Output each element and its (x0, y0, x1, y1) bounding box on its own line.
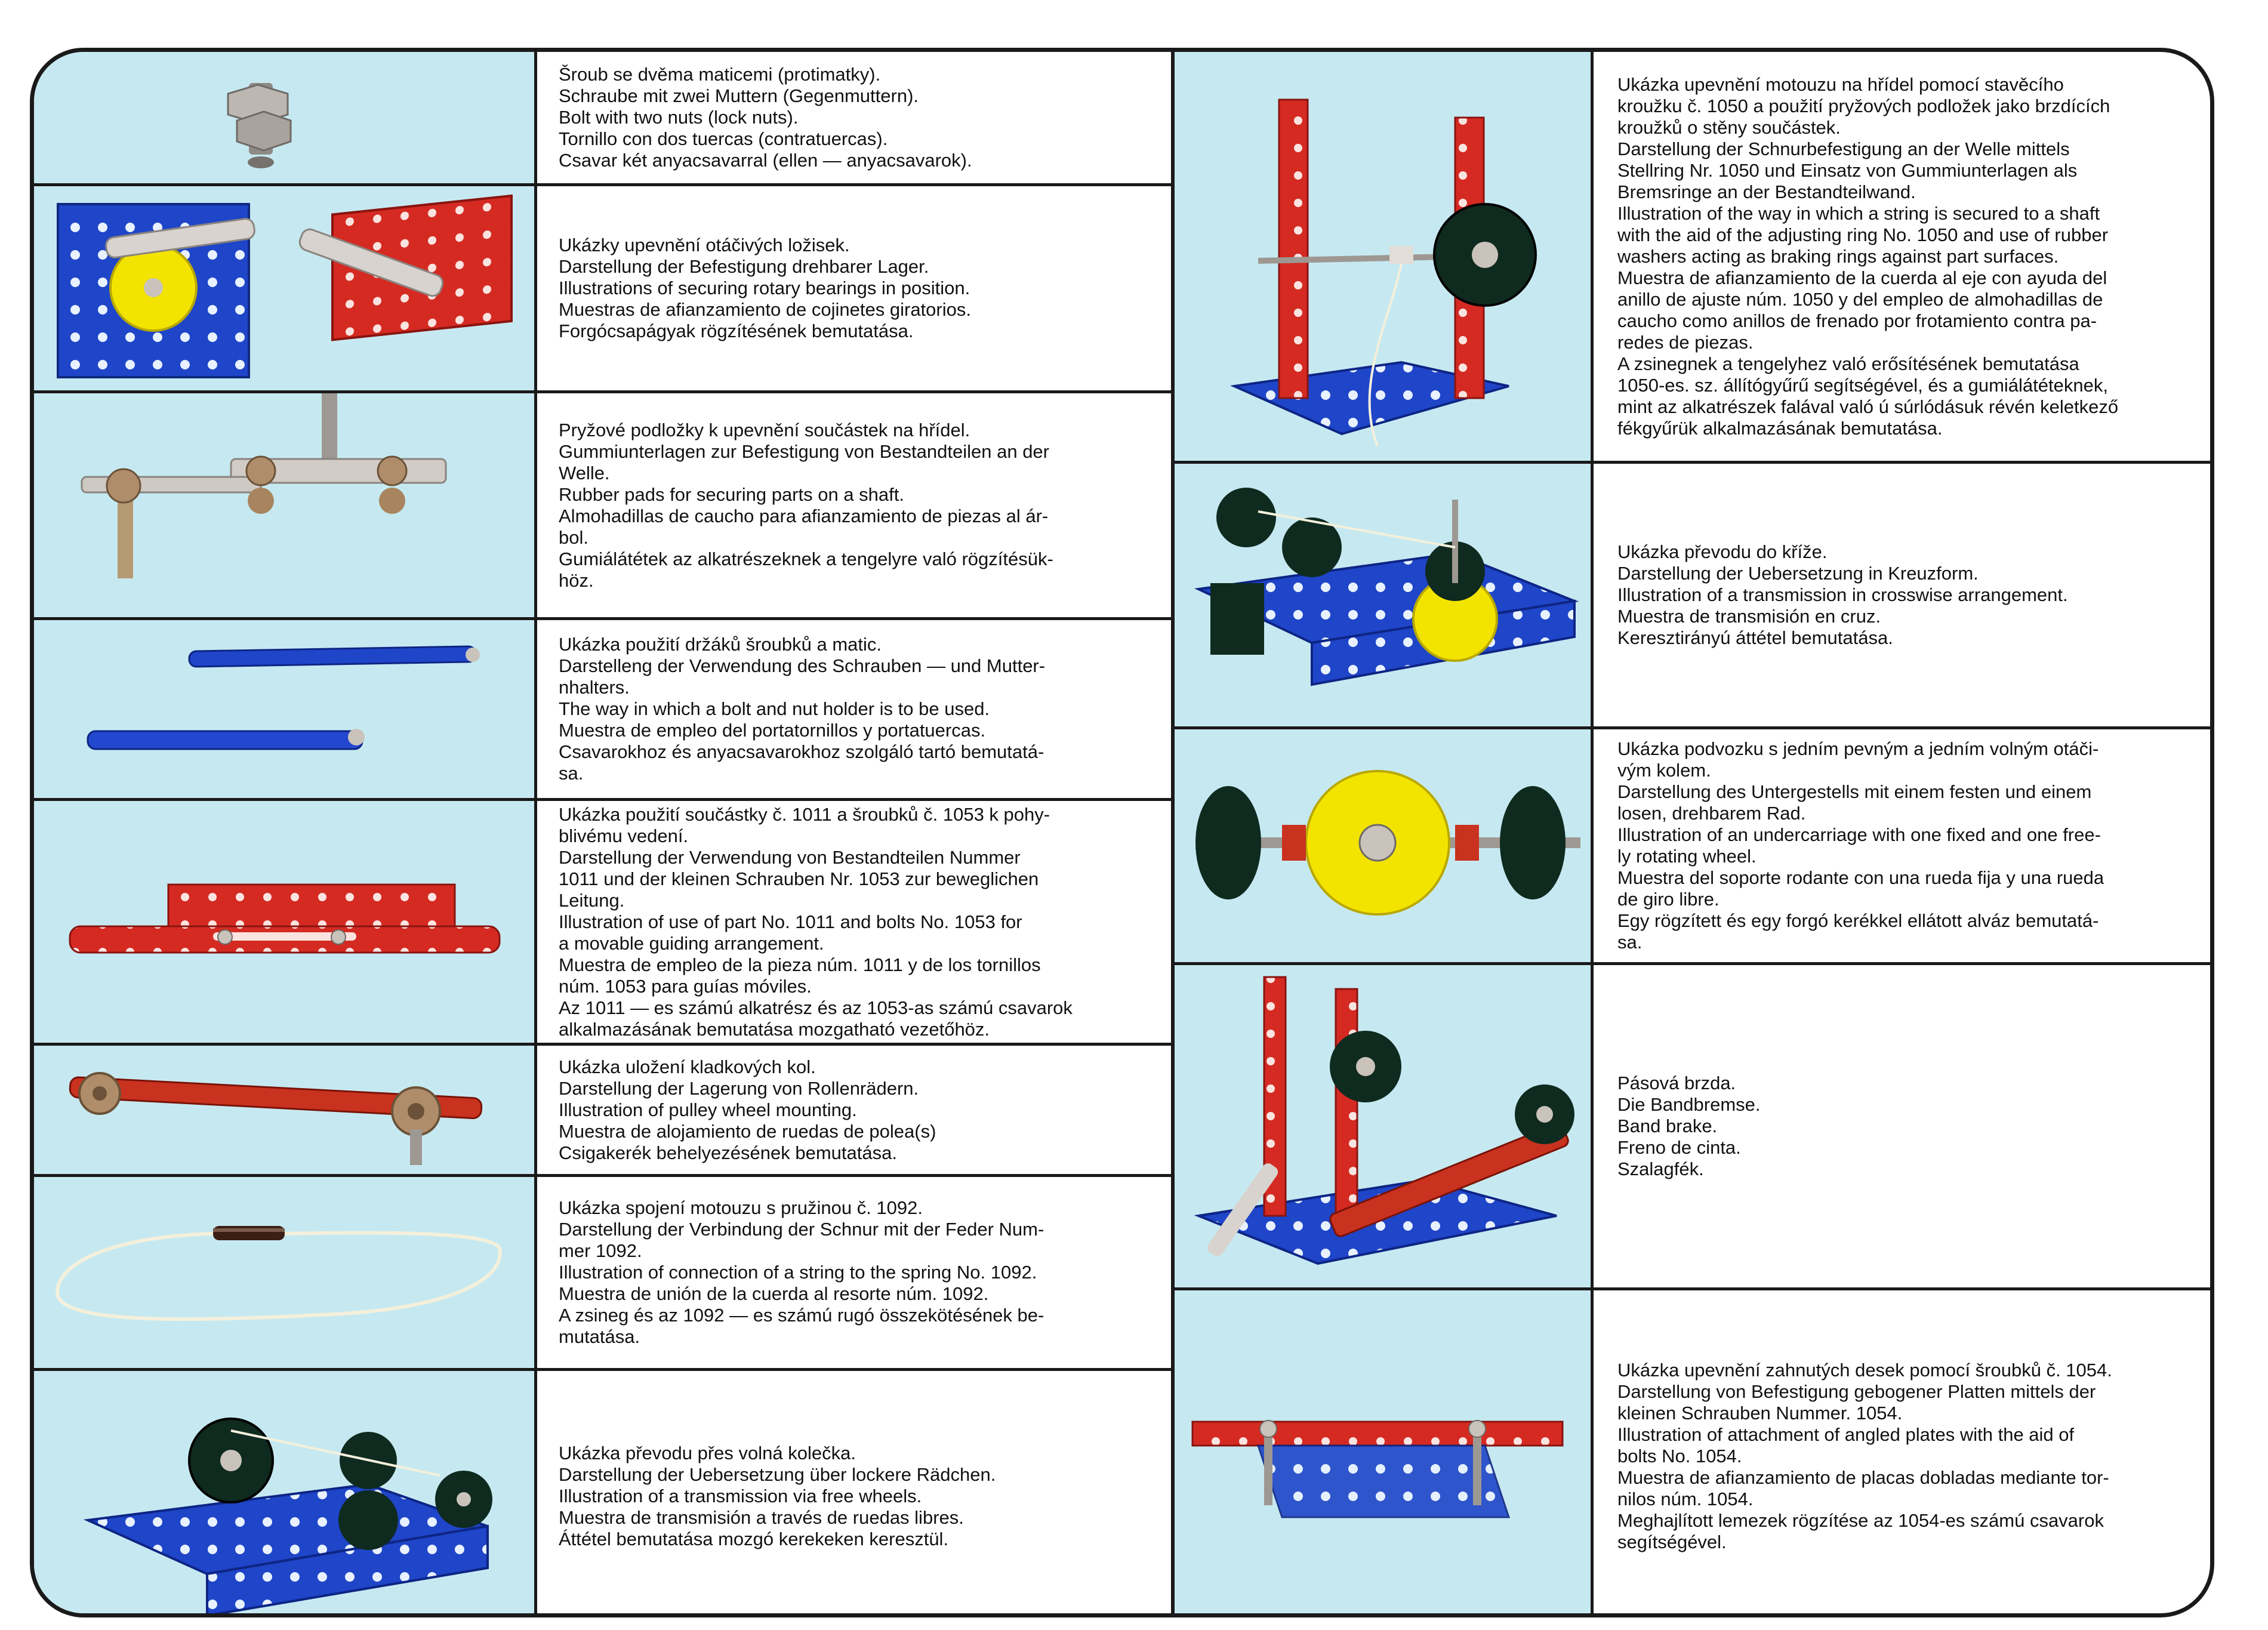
caption-line: Pryžové podložky k upevnění součástek na hřídel. (559, 419, 970, 440)
caption-line: Darstellung von Befestigung gebogener Platten mittels der (1617, 1381, 2096, 1402)
caption-line: Szalagfék. (1617, 1158, 1704, 1179)
right-column (1171, 52, 2214, 1613)
caption-line: Darstellung der Uebersetzung in Kreuzform. (1617, 563, 1979, 584)
right-row-5 (1175, 1290, 2214, 1617)
left-row-7-text (537, 1177, 1171, 1368)
left-row-8-text (537, 1371, 1171, 1617)
caption-line: Schraube mit zwei Muttern (Gegenmuttern). (559, 85, 919, 106)
left-row-3 (34, 393, 1171, 620)
caption-line: Ukázky upevnění otáčivých ložisek. (559, 235, 850, 255)
right-row-2-text (1594, 464, 2214, 726)
caption-line: Gumiálátétek az alkatrészeknek a tengelyre való rögzítésük- (559, 548, 1053, 569)
caption-line: Darstellung der Verbindung der Schnur mit der Feder Num- (559, 1219, 1044, 1240)
right-row-1-text (1594, 52, 2214, 461)
caption-line: Ukázka uložení kladkových kol. (559, 1056, 816, 1077)
caption-line: bol. (559, 526, 588, 548)
right-row-3 (1175, 729, 2214, 965)
caption-line: Bremsringe an der Bestandteilwand. (1617, 181, 1916, 202)
caption-line: Ukázka použití držáků šroubků a matic. (559, 634, 882, 655)
caption-line: Darstellung der Schnurbefestigung an der Welle mittels (1617, 138, 2070, 159)
caption-line: 1011 und der kleinen Schrauben Nr. 1053 zur beweglichen (559, 868, 1039, 889)
left-row-1 (34, 52, 1171, 186)
caption-line: Ukázka upevnění motouzu na hřídel pomocí stavěcího (1617, 73, 2064, 95)
pulley-wheel-mounting-icon (34, 1046, 537, 1174)
rotary-bearing-plates-icon (34, 186, 537, 390)
caption-line: Muestra de empleo de la pieza núm. 1011 y de los tornillos (559, 954, 1041, 975)
caption-line: Darstellung der Befestigung drehbarer Lager. (559, 256, 929, 277)
caption-line: Muestra de afianzamiento de la cuerda al eje con ayuda del (1617, 267, 2107, 288)
caption-line: Bolt with two nuts (lock nuts). (559, 107, 799, 128)
caption-line: Csigakerék behelyezésének bemutatása. (559, 1142, 897, 1163)
caption-line: de giro libre. (1617, 889, 1720, 910)
right-row-1 (1175, 52, 2214, 464)
caption-line: Muestra de empleo del portatornillos y portatuercas. (559, 720, 986, 741)
caption-line: redes de piezas. (1617, 331, 1754, 353)
caption-line: A zsinegnek a tengelyhez való erősítésének bemutatása (1617, 353, 2079, 374)
caption-line: mutatása. (559, 1326, 640, 1347)
caption-line: Csavarokhoz és anyacsavarokhoz szolgáló tartó bemutatá- (559, 741, 1044, 762)
left-row-1-text (537, 52, 1171, 183)
left-row-5-text (537, 801, 1171, 1043)
caption-line: núm. 1053 para guías móviles. (559, 975, 812, 997)
left-row-6-text (537, 1046, 1171, 1174)
caption-line: Freno de cinta. (1617, 1137, 1741, 1158)
caption-line: segítségével. (1617, 1531, 1727, 1552)
caption-line: Muestra de transmisión en cruz. (1617, 606, 1881, 627)
caption-line: mer 1092. (559, 1240, 642, 1261)
band-brake-icon (1175, 965, 1594, 1287)
caption-line: Ukázka spojení motouzu s pružinou č. 1092. (559, 1197, 923, 1218)
caption-line: caucho como anillos de frenado por frotamiento contra pa- (1617, 310, 2097, 331)
caption (559, 420, 1146, 591)
caption (559, 1197, 1146, 1348)
left-row-4 (34, 620, 1171, 801)
caption-line: Keresztirányú áttétel bemutatása. (1617, 627, 1893, 648)
caption-line: Illustration of the way in which a string is secured to a shaft (1617, 202, 2100, 224)
caption (559, 634, 1146, 784)
caption-line: höz. (559, 569, 594, 591)
caption (559, 804, 1146, 1040)
caption-line: Illustration of connection of a string to the spring No. 1092. (559, 1262, 1037, 1283)
caption-line: Darstelleng der Verwendung des Schrauben — und Mutter- (559, 655, 1046, 676)
caption-line: Almohadillas de caucho para afianzamiento de piezas al ár- (559, 505, 1049, 526)
string-with-spring-icon (34, 1177, 537, 1368)
caption-line: Šroub se dvěma maticemi (protimatky). (559, 64, 881, 85)
caption-line: Leitung. (559, 889, 625, 911)
left-row-4-text (537, 620, 1171, 798)
caption-line: sa. (559, 763, 584, 784)
caption (559, 64, 1146, 171)
movable-guide-strip-icon (34, 801, 537, 1043)
bolt-with-two-nuts-icon (34, 52, 537, 183)
caption (1617, 541, 2192, 649)
caption-line: kleinen Schrauben Nummer. 1054. (1617, 1402, 1903, 1423)
angled-plates-bolts-icon (1175, 1290, 1594, 1617)
right-row-4 (1175, 965, 2214, 1290)
caption-line: The way in which a bolt and nut holder is to be used. (559, 698, 990, 719)
caption-line: washers acting as braking rings against part surfaces. (1617, 245, 2059, 267)
caption-line: Meghajlított lemezek rögzítése az 1054-es számú csavarok (1617, 1509, 2104, 1531)
caption-line: nhalters. (559, 677, 630, 698)
caption-line: Illustration of a transmission via free wheels. (559, 1486, 922, 1506)
caption (1617, 1073, 2192, 1180)
caption-line: anillo de ajuste núm. 1050 y del empleo de almohadillas de (1617, 288, 2103, 310)
caption-line: A zsineg és az 1092 — es számú rugó összekötésének be- (559, 1305, 1044, 1326)
caption-line: alkalmazásának bemutatása mozgatható vezetőhöz. (559, 1018, 990, 1040)
right-row-2 (1175, 464, 2214, 729)
free-wheels-transmission-icon (34, 1371, 537, 1617)
caption-line: Illustration of use of part No. 1011 and bolts No. 1053 for (559, 911, 1022, 932)
caption (559, 235, 1146, 342)
left-row-2 (34, 186, 1171, 393)
caption-line: kroužku č. 1050 a použití pryžových podložek jako brzdících (1617, 95, 2110, 116)
caption-line: Muestra de transmisión a través de ruedas libres. (559, 1507, 964, 1528)
left-row-3-text (537, 393, 1171, 617)
caption-line: kroužků o stěny součástek. (1617, 116, 1841, 138)
caption-line: mint az alkatrészek falával való ú súrlódásuk révén keletkező (1617, 396, 2119, 417)
caption-line: Ukázka převodu do kříže. (1617, 541, 1828, 562)
caption-line: Ukázka podvozku s jedním pevným a jedním volným otáči- (1617, 738, 2099, 759)
left-row-5 (34, 801, 1171, 1046)
instruction-sheet (30, 48, 2214, 1617)
left-column (34, 52, 1171, 1613)
left-row-7 (34, 1177, 1171, 1371)
caption-line: Illustration of a transmission in crosswise arrangement. (1617, 584, 2068, 605)
caption-line: Welle. (559, 462, 610, 483)
right-row-5-text (1594, 1290, 2214, 1617)
caption-line: Die Bandbremse. (1617, 1094, 1761, 1115)
caption (1617, 1360, 2192, 1553)
caption-line: Tornillo con dos tuercas (contratuercas). (559, 128, 888, 149)
caption-line: sa. (1617, 932, 1643, 953)
caption-line: Muestras de afianzamiento de cojinetes giratorios. (559, 299, 971, 320)
caption-line: Az 1011 — es számú alkatrész és az 1053-as számú csavarok (559, 997, 1073, 1018)
left-row-6 (34, 1046, 1171, 1177)
caption-line: Illustration of an undercarriage with one fixed and one free- (1617, 824, 2101, 845)
caption-line: Darstellung der Uebersetzung über lockere Rädchen. (559, 1464, 996, 1485)
caption-line: Áttétel bemutatása mozgó kerekeken keresztül. (559, 1529, 949, 1549)
caption-line: bolts No. 1054. (1617, 1445, 1742, 1466)
left-row-2-text (537, 186, 1171, 390)
caption-line: losen, drehbarem Rad. (1617, 803, 1806, 824)
caption-line: Darstellung des Untergestells mit einem festen und einem (1617, 781, 2092, 802)
caption-line: vým kolem. (1617, 760, 1711, 781)
caption-line: with the aid of the adjusting ring No. 1050 and use of rubber (1617, 224, 2109, 245)
caption-line: Muestra de alojamiento de ruedas de polea(s) (559, 1120, 936, 1142)
caption-line: ly rotating wheel. (1617, 846, 1757, 867)
right-row-3-text (1594, 729, 2214, 962)
right-row-4-text (1594, 965, 2214, 1287)
caption-line: fékgyűrük alkalmazásának bemutatása. (1617, 417, 1943, 439)
caption-line: Muestra de afianzamiento de placas dobladas mediante tor- (1617, 1466, 2109, 1488)
rubber-pads-on-shaft-icon (34, 393, 537, 617)
caption-line: Pásová brzda. (1617, 1073, 1736, 1093)
caption-line: Illustration of pulley wheel mounting. (559, 1099, 857, 1120)
caption-line: Csavar két anyacsavarral (ellen — anyacsavarok). (559, 150, 972, 171)
caption-line: Illustration of attachment of angled plates with the aid of (1617, 1423, 2075, 1445)
bolt-and-nut-holder-icon (34, 620, 537, 798)
caption-line: Muestra de unión de la cuerda al resorte núm. 1092. (559, 1283, 989, 1304)
caption-line: Ukázka převodu přes volná kolečka. (559, 1443, 856, 1463)
caption (1617, 738, 2192, 953)
caption-line: Egy rögzített és egy forgó kerékkel ellátott alváz bemutatá- (1617, 910, 2099, 931)
caption-line: Forgócsapágyak rögzítésének bemutatása. (559, 321, 914, 341)
string-on-shaft-frame-icon (1175, 52, 1594, 461)
caption-line: Ukázka upevnění zahnutých desek pomocí šroubků č. 1054. (1617, 1359, 2112, 1381)
caption-line: Gummiunterlagen zur Befestigung von Bestandteilen an der (559, 440, 1049, 462)
caption (559, 1056, 1146, 1164)
caption-line: Darstellung der Lagerung von Rollenrädern. (559, 1077, 919, 1099)
caption-line: 1050-es. sz. állítógyűrű segítségével, és a gumiálátéteknek, (1617, 374, 2108, 396)
undercarriage-wheels-icon (1175, 729, 1594, 962)
left-row-8 (34, 1371, 1171, 1617)
caption (559, 1443, 1146, 1550)
caption (1617, 74, 2192, 439)
caption-line: Stellring Nr. 1050 und Einsatz von Gummiunterlagen als (1617, 159, 2078, 181)
caption-line: Ukázka použití součástky č. 1011 a šroubků č. 1053 k pohy- (559, 803, 1050, 825)
caption-line: blivému vedení. (559, 825, 689, 846)
caption-line: a movable guiding arrangement. (559, 932, 824, 954)
caption-line: Illustrations of securing rotary bearings in position. (559, 278, 970, 298)
caption-line: Rubber pads for securing parts on a shaft. (559, 483, 904, 505)
caption-line: Darstellung der Verwendung von Bestandteilen Nummer (559, 846, 1021, 868)
caption-line: Band brake. (1617, 1116, 1718, 1136)
caption-line: Muestra del soporte rodante con una rueda fija y una rueda (1617, 867, 2104, 888)
caption-line: nilos núm. 1054. (1617, 1488, 1754, 1509)
crosswise-transmission-icon (1175, 464, 1594, 726)
